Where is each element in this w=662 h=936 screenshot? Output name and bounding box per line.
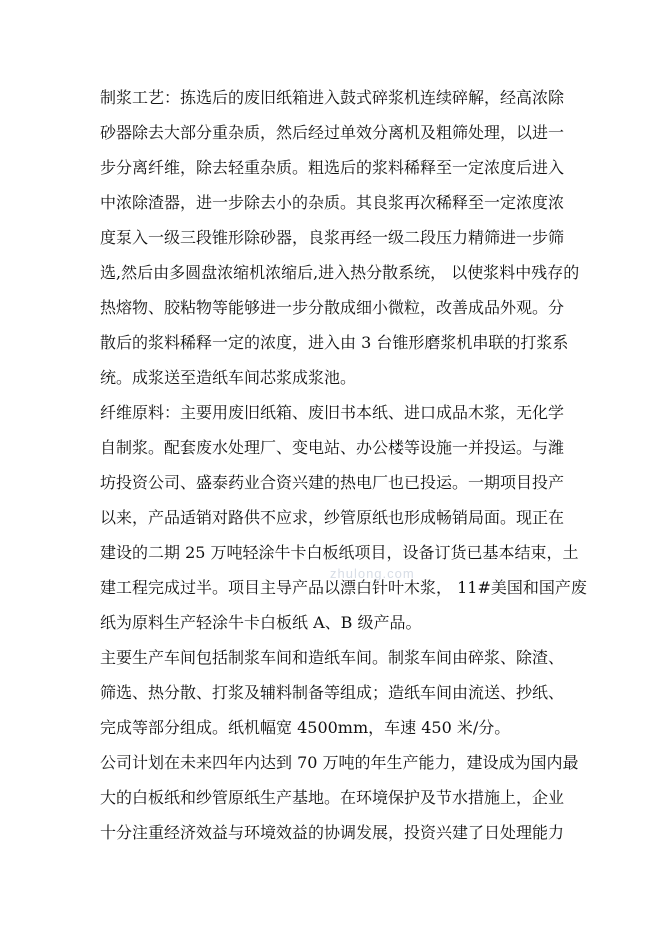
text-line: 公司计划在未来四年内达到 70 万吨的年生产能力，建设成为国内最	[100, 753, 579, 772]
text-line: 主要生产车间包括制浆车间和造纸车间。制浆车间由碎浆、除渣、	[100, 648, 565, 667]
text-line: 纤维原料：主要用废旧纸箱、废旧书本纸、进口成品木浆，无化学	[100, 403, 565, 422]
text-line: 大的白板纸和纱管原纸生产基地。在环境保护及节水措施上，企业	[100, 788, 565, 807]
text-line: 坊投资公司、盛泰药业合资兴建的热电厂也已投运。一期项目投产	[100, 473, 565, 492]
text-line: 热熔物、胶粘物等能够进一步分散成细小微粒，改善成品外观。分	[100, 298, 565, 317]
text-line: 建工程完成过半。项目主导产品以漂白针叶木浆， 11#美国和国产废	[100, 578, 587, 597]
text-line: 统。成浆送至造纸车间芯浆成浆池。	[100, 368, 357, 387]
watermark: zhulong.com	[330, 566, 415, 581]
text-line: 筛选、热分散、打浆及辅料制备等组成；造纸车间由流送、抄纸、	[100, 683, 565, 702]
text-line: 中浓除渣器，进一步除去小的杂质。其良浆再次稀释至一定浓度浓	[100, 193, 565, 212]
text-line: 自制浆。配套废水处理厂、变电站、办公楼等设施一并投运。与潍	[100, 438, 565, 457]
text-line: 纸为原料生产轻涂牛卡白板纸 A、B 级产品。	[100, 613, 422, 632]
text-line: 十分注重经济效益与环境效益的协调发展，投资兴建了日处理能力	[100, 823, 565, 842]
text-line: 选,然后由多圆盘浓缩机浓缩后,进入热分散系统， 以使浆料中残存的	[100, 263, 580, 282]
text-line: 度泵入一级三段锥形除砂器，良浆再经一级二段压力精筛进一步筛	[100, 228, 565, 247]
text-line: 散后的浆料稀释一定的浓度，进入由 3 台锥形磨浆机串联的打浆系	[100, 333, 569, 352]
text-line: 砂器除去大部分重杂质，然后经过单效分离机及粗筛处理，以进一	[100, 123, 565, 142]
text-line: 步分离纤维，除去轻重杂质。粗选后的浆料稀释至一定浓度后进入	[100, 158, 565, 177]
text-line: 制浆工艺：拣选后的废旧纸箱进入鼓式碎浆机连续碎解，经高浓除	[100, 88, 565, 107]
text-line: 以来，产品适销对路供不应求，纱管原纸也形成畅销局面。现正在	[100, 508, 565, 527]
text-line: 建设的二期 25 万吨轻涂牛卡白板纸项目，设备订货已基本结束，土	[100, 543, 579, 562]
text-line: 完成等部分组成。纸机幅宽 4500mm，车速 450 米/分。	[100, 718, 511, 737]
